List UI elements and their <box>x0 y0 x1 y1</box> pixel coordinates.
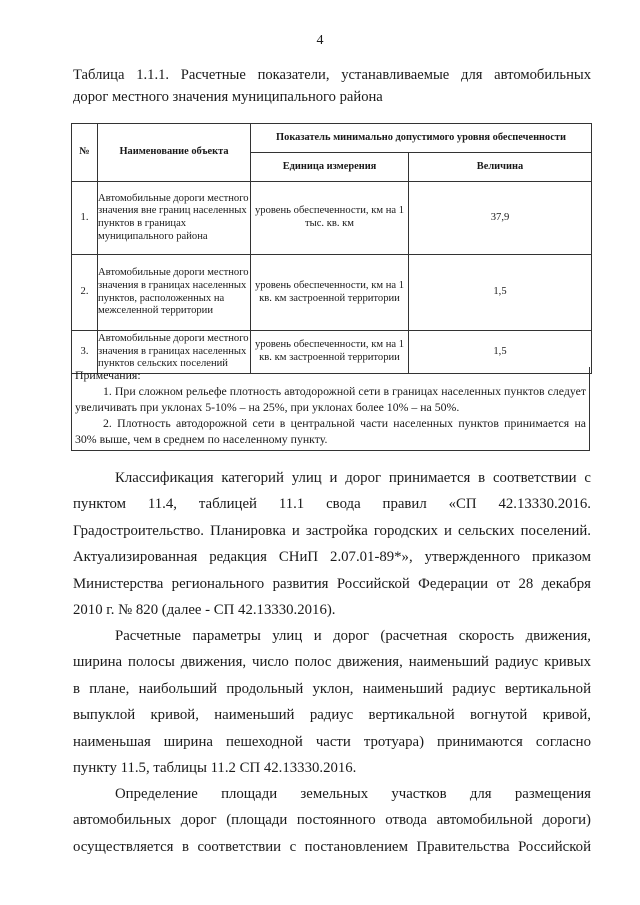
row-num: 2. <box>72 255 98 331</box>
header-unit: Единица измерения <box>251 153 409 182</box>
header-name: Наименование объекта <box>98 124 251 182</box>
paragraph-line: Определение площади земельных участков для размещения <box>115 786 591 802</box>
row-name: Автомобильные дороги местного значения вне границ населенных пунктов в границах муниципального района <box>98 182 251 255</box>
paragraph-line: в плане, наибольший продольный уклон, наименьший радиус вертикальной <box>73 680 591 697</box>
row-num: 1. <box>72 182 98 255</box>
row-name: Автомобильные дороги местного значения в границах населенных пунктов, расположенных на межселенной территории <box>98 255 251 331</box>
paragraph-line: Классификация категорий улиц и дорог принимается в соответствии с <box>115 470 591 486</box>
note-item: 2. Плотность автодорожной сети в центральной части населенных пунктов принимается на 30% выше, чем в среднем по населенному пункту. <box>75 416 586 446</box>
paragraph-line: ширина полосы движения, число полос движения, наименьший радиус кривых <box>73 654 591 671</box>
table-notes <box>71 367 590 451</box>
paragraph-line: пунктом 11.4, таблицей 11.1 свода правил «СП 42.13330.2016. <box>73 496 591 513</box>
paragraph-line: выпуклой кривой, наименьший радиус вертикальной вогнутой кривой, <box>73 707 591 724</box>
note-item: 1. При сложном рельефе плотность автодорожной сети в границах населенных пунктов следует увеличивать при уклонах 5-10% – на 25%, при уклонах более 10% – на 50%. <box>75 384 586 414</box>
row-value: 1,5 <box>409 331 592 374</box>
paragraph-line: осуществляется в соответствии с постановлением Правительства Российской <box>73 838 591 855</box>
paragraph-line: наименьшая ширина пешеходной части тротуара) принимаются согласно <box>73 733 591 750</box>
paragraph-line: пункту 11.5, таблицы 11.2 СП 42.13330.2016. <box>73 760 357 777</box>
table-header-row <box>72 124 592 153</box>
table-row <box>72 255 592 331</box>
paragraph-line: Градостроительство. Планировка и застройка городских и сельских поселений. <box>73 522 591 539</box>
indicators-table <box>71 123 592 374</box>
paragraph-land-area <box>73 781 591 860</box>
row-value: 37,9 <box>409 182 592 255</box>
row-num: 3. <box>72 331 98 374</box>
row-unit: уровень обеспеченности, км на 1 кв. км застроенной территории <box>251 255 409 331</box>
table-caption <box>73 64 591 108</box>
caption-line-2: дорог местного значения муниципального района <box>73 89 383 105</box>
header-group: Показатель минимально допустимого уровня обеспеченности <box>251 124 592 153</box>
paragraph-classification <box>73 465 591 623</box>
paragraph-line: Расчетные параметры улиц и дорог (расчетная скорость движения, <box>115 628 591 644</box>
page-number: 4 <box>316 33 324 48</box>
paragraph-parameters <box>73 623 591 781</box>
header-value: Величина <box>409 153 592 182</box>
row-unit: уровень обеспеченности, км на 1 кв. км застроенной территории <box>251 331 409 374</box>
paragraph-line: автомобильных дорог (площади постоянного отвода автомобильной дороги) <box>73 812 591 829</box>
row-value: 1,5 <box>409 255 592 331</box>
row-name: Автомобильные дороги местного значения в границах населенных пунктов сельских поселений <box>98 331 251 374</box>
row-unit: уровень обеспеченности, км на 1 тыс. кв. км <box>251 182 409 255</box>
paragraph-line: Министерства регионального развития Российской Федерации от 28 декабря <box>73 575 591 592</box>
paragraph-line: Актуализированная редакция СНиП 2.07.01-89*», утвержденного приказом <box>73 549 591 566</box>
table-row <box>72 182 592 255</box>
paragraph-line: 2010 г. № 820 (далее - СП 42.13330.2016). <box>73 602 336 619</box>
header-num: № <box>72 124 98 182</box>
notes-title: Примечания: <box>75 368 141 382</box>
caption-line-1: Таблица 1.1.1. Расчетные показатели, устанавливаемые для автомобильных <box>73 67 591 83</box>
